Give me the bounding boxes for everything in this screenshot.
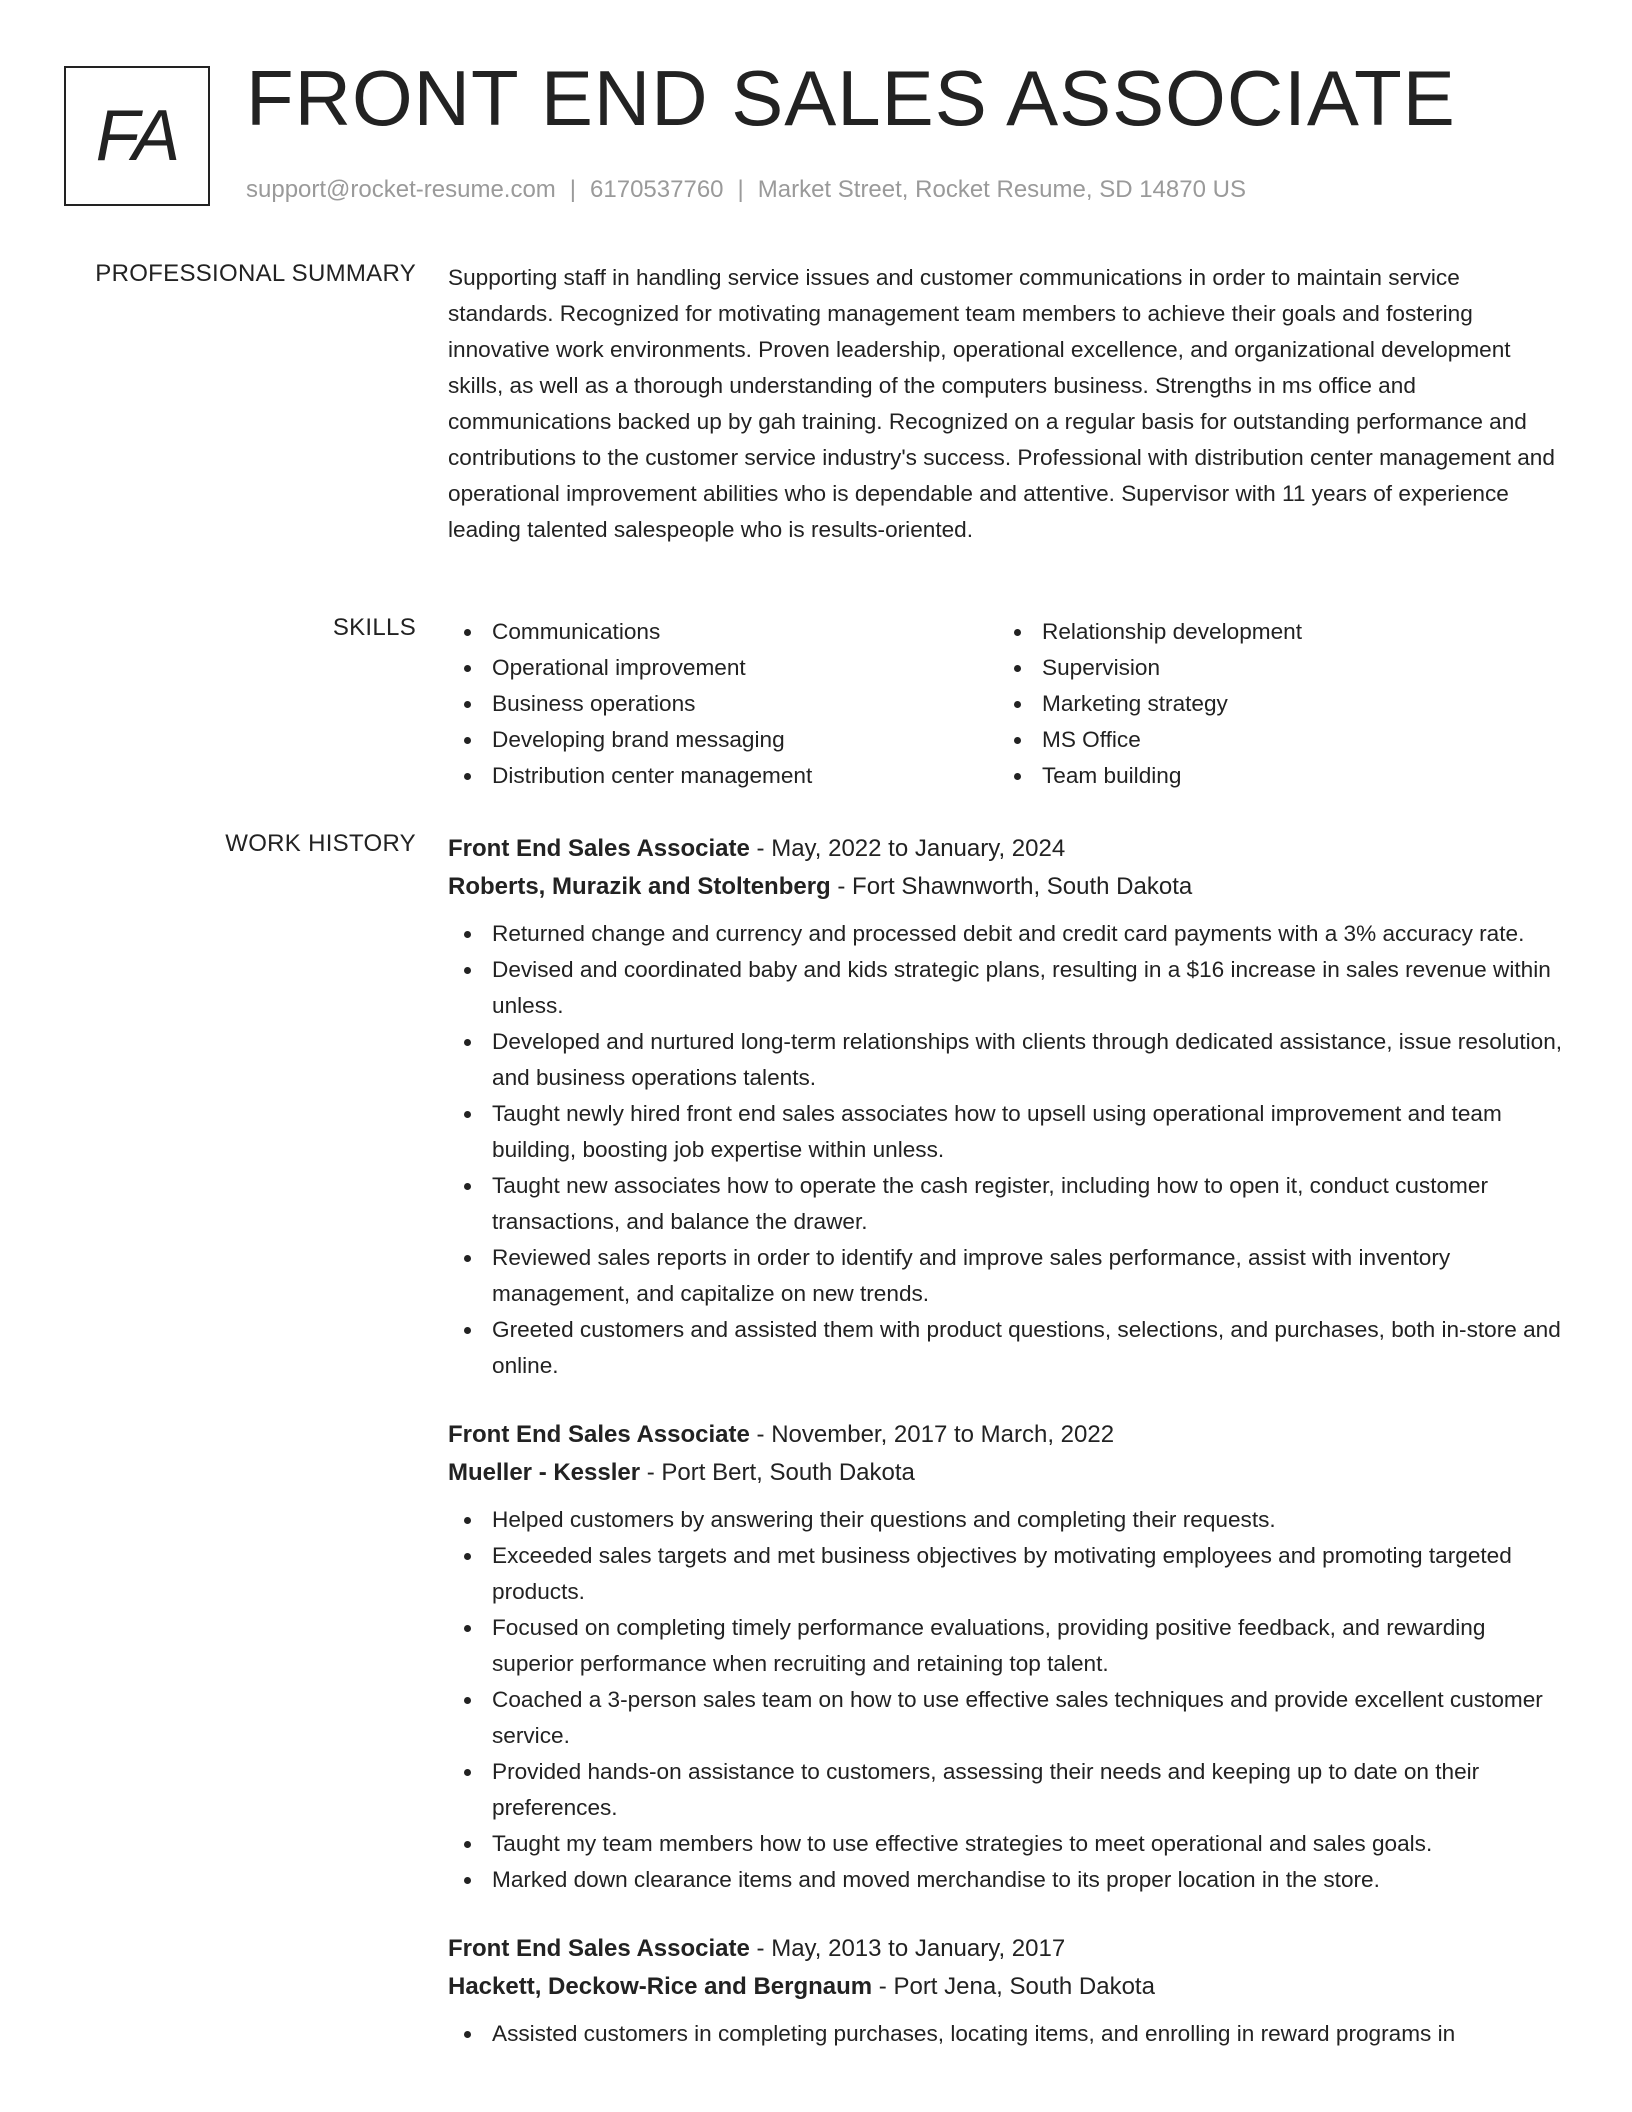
job-bullet: Marked down clearance items and moved merchandise to its proper location in the store. — [448, 1862, 1568, 1898]
skill-item: Developing brand messaging — [448, 722, 998, 758]
job-title-line — [448, 1416, 1568, 1454]
summary-body — [448, 260, 1568, 548]
job-bullet: Taught new associates how to operate the cash register, including how to open it, conduct customer transactions, and balance the drawer. — [448, 1168, 1568, 1240]
job-company-line — [448, 1968, 1568, 2006]
job-bullet: Developed and nurtured long-term relationships with clients through dedicated assistance, issue resolution, and business operations talents. — [448, 1024, 1568, 1096]
skill-item: Relationship development — [998, 614, 1548, 650]
job-title: Front End Sales Associate — [448, 1935, 750, 1962]
job-title: Front End Sales Associate — [448, 835, 750, 862]
section-heading: PROFESSIONAL SUMMARY — [95, 260, 416, 287]
skill-item: Business operations — [448, 686, 998, 722]
skill-item: Communications — [448, 614, 998, 650]
skills-column-left — [448, 614, 998, 794]
job-dates: - November, 2017 to March, 2022 — [756, 1421, 1115, 1448]
job-location: - Fort Shawnworth, South Dakota — [837, 873, 1193, 900]
skill-item: Supervision — [998, 650, 1548, 686]
job-title: Front End Sales Associate — [448, 1421, 750, 1448]
job-bullet: Focused on completing timely performance evaluations, providing positive feedback, and rewarding superior performance when recruiting and retaining top talent. — [448, 1610, 1568, 1682]
job-bullet: Assisted customers in completing purchases, locating items, and enrolling in reward programs in — [448, 2016, 1568, 2052]
job-title-line — [448, 830, 1568, 868]
job-bullets — [448, 1502, 1568, 1898]
skill-item: Distribution center management — [448, 758, 998, 794]
job-bullet: Coached a 3-person sales team on how to use effective sales techniques and provide excellent customer service. — [448, 1682, 1568, 1754]
job-bullet: Devised and coordinated baby and kids strategic plans, resulting in a $16 increase in sales revenue within unless. — [448, 952, 1568, 1024]
job-bullets — [448, 2016, 1568, 2052]
job-entry — [448, 1416, 1568, 1898]
job-location: - Port Jena, South Dakota — [878, 1973, 1155, 2000]
monogram-badge: FA — [64, 66, 210, 206]
job-title-line — [448, 1930, 1568, 1968]
skills-grid — [448, 614, 1568, 794]
summary-text: Supporting staff in handling service issues and customer communications in order to maintain service standards. Recognized for motivating management team members to achieve their goals and fostering innovative work environments. Proven leadership, operational excellence, and organizational development skills, as well as a thorough understanding of the computers business. Strengths in ms office and communications backed up by gah training. Recognized on a regular basis for outstanding performance and contributions to the customer service industry's success. Professional with distribution center management and operational improvement abilities who is dependable and attentive. Supervisor with 11 years of experience leading talented salespeople who is results-oriented. — [448, 265, 1555, 542]
skill-item: Marketing strategy — [998, 686, 1548, 722]
job-bullets — [448, 916, 1568, 1384]
skill-item: MS Office — [998, 722, 1548, 758]
job-company: Mueller - Kessler — [448, 1459, 641, 1486]
job-company-line — [448, 868, 1568, 906]
job-entry — [448, 1930, 1568, 2052]
contact-address: Market Street, Rocket Resume, SD 14870 US — [757, 176, 1246, 203]
job-bullet: Greeted customers and assisted them with product questions, selections, and purchases, both in-store and online. — [448, 1312, 1568, 1384]
job-bullet: Returned change and currency and processed debit and credit card payments with a 3% accuracy rate. — [448, 916, 1568, 952]
job-company: Hackett, Deckow-Rice and Bergnaum — [448, 1973, 873, 2000]
job-bullet: Taught newly hired front end sales associates how to upsell using operational improvement and team building, boosting job expertise within unless. — [448, 1096, 1568, 1168]
job-company: Roberts, Murazik and Stoltenberg — [448, 873, 831, 900]
job-location: - Port Bert, South Dakota — [646, 1459, 915, 1486]
skill-item: Operational improvement — [448, 650, 998, 686]
skill-item: Team building — [998, 758, 1548, 794]
skills-column-right — [998, 614, 1548, 794]
contact-phone[interactable]: 6170537760 — [590, 176, 724, 203]
job-bullet: Reviewed sales reports in order to identify and improve sales performance, assist with inventory management, and capitalize on new trends. — [448, 1240, 1568, 1312]
job-bullet: Taught my team members how to use effective strategies to meet operational and sales goals. — [448, 1826, 1568, 1862]
job-dates: - May, 2013 to January, 2017 — [756, 1935, 1066, 1962]
work-history-body — [448, 830, 1568, 2084]
job-bullet: Exceeded sales targets and met business objectives by motivating employees and promoting targeted products. — [448, 1538, 1568, 1610]
job-bullet: Provided hands-on assistance to customers, assessing their needs and keeping up to date on their preferences. — [448, 1754, 1568, 1826]
section-heading: WORK HISTORY — [225, 830, 416, 857]
contact-separator: | — [737, 176, 744, 203]
job-entry — [448, 830, 1568, 1384]
job-dates: - May, 2022 to January, 2024 — [756, 835, 1066, 862]
page-title: FRONT END SALES ASSOCIATE — [246, 54, 1456, 142]
contact-line — [246, 176, 1246, 204]
contact-email[interactable]: support@rocket-resume.com — [246, 176, 556, 203]
job-company-line — [448, 1454, 1568, 1492]
section-heading: SKILLS — [332, 614, 416, 641]
contact-separator: | — [569, 176, 577, 203]
job-bullet: Helped customers by answering their questions and completing their requests. — [448, 1502, 1568, 1538]
